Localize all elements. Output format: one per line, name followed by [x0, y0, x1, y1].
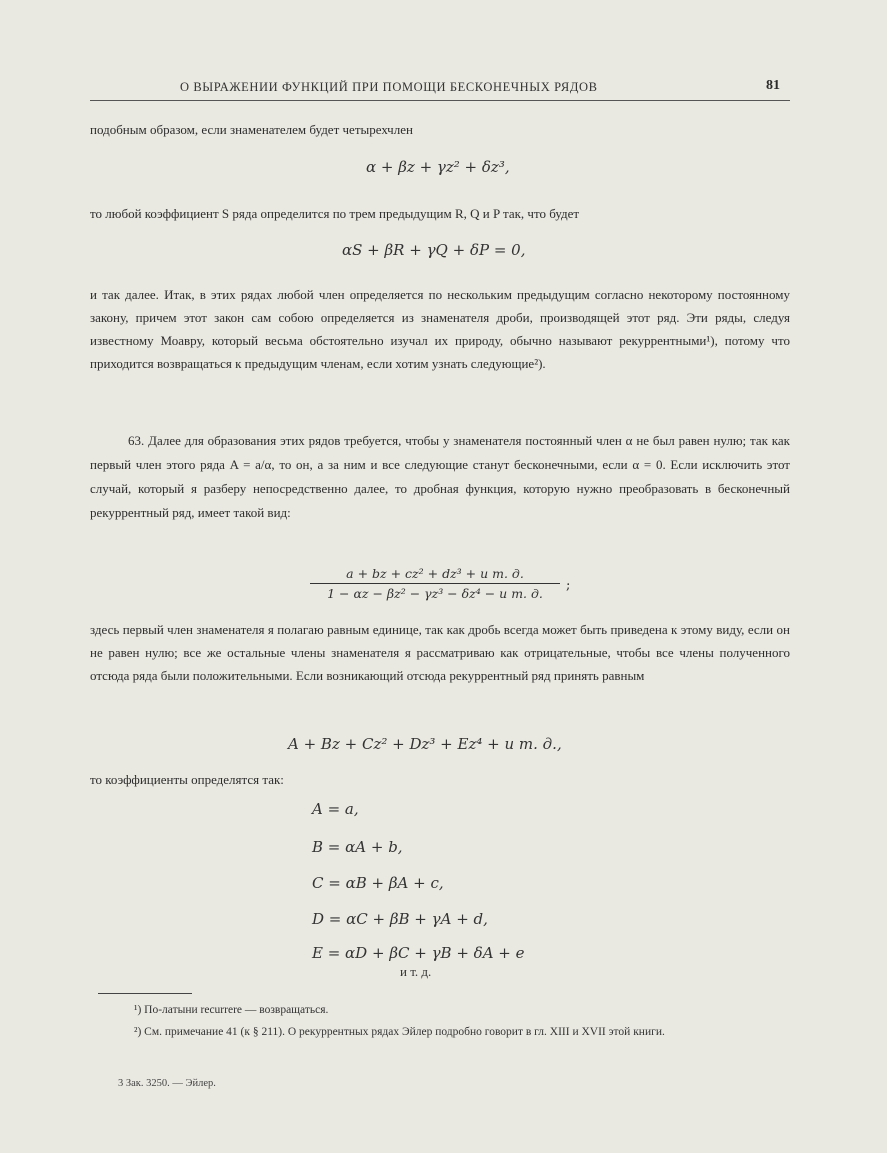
footnote-2: ²) См. примечание 41 (к § 211). О рекуррентных рядах Эйлер подробно говорит в гл. XIII и XVII этой книги. — [134, 1026, 665, 1038]
paragraph-2: то любой коэффициент S ряда определится по трем предыдущим R, Q и P так, что будет — [90, 206, 580, 221]
page-number: 81 — [766, 78, 780, 93]
printer-signature: 3 Зак. 3250. — Эйлер. — [118, 1078, 216, 1089]
fraction-denominator: 1 − αz − βz² − γz³ − δz⁴ − и т. д. — [310, 583, 560, 601]
paragraph-1: подобным образом, если знаменателем будет четырехчлен — [90, 122, 413, 137]
running-head — [90, 78, 790, 101]
fraction-semicolon: ; — [566, 578, 571, 593]
coefficient-d: D = αC + βB + γA + d, — [312, 910, 488, 928]
footnote-1: ¹) По-латыни recurrere — возвращаться. — [134, 1004, 329, 1016]
paragraph-63: 63. Далее для образования этих рядов требуется, чтобы у знаменателя постоянный член α не был равен нулю; так как первый член этого ряда A = a/α, то он, а за ним и все следующие станут бесконечными, если α = 0. Если исключить этот случай, который я разберу непосредственно далее, то дробная функция, которую нужно преобразовать в бесконечный рекуррентный ряд, имеет такой вид: — [90, 433, 790, 520]
paragraph-3: и так далее. Итак, в этих рядах любой член определяется по нескольким предыдущим согласно некоторому постоянному закону, причем этот закон сам собою определяется из знаменателя дроби, производящей этот ряд. Эти ряды, следуя известному Моавру, который весьма обстоятельно изучал их природу, обычно называют рекуррентными¹), потому что приходится возвращаться к предыдущим членам, если хотим узнать следующие²). — [90, 287, 790, 371]
formula-denominator-quad: α + βz + γz² + δz³, — [366, 158, 510, 176]
fraction-formula — [310, 566, 560, 601]
coefficient-a: A = a, — [312, 800, 359, 818]
running-title: О ВЫРАЖЕНИИ ФУНКЦИЙ ПРИ ПОМОЩИ БЕСКОНЕЧНЫХ РЯДОВ — [180, 80, 598, 94]
fraction-numerator: a + bz + cz² + dz³ + и т. д. — [346, 566, 524, 581]
coefficient-b: B = αA + b, — [312, 838, 403, 856]
footnote-rule — [98, 993, 192, 994]
paragraph-5: здесь первый член знаменателя я полагаю равным единице, так как дробь всегда может быть приведена к этому виду, если он не равен нулю; все же остальные члены знаменателя я рассматриваю как отрицательные, чтобы все члены полученного отсюда ряда были положительными. Если возникающий отсюда рекуррентный ряд принять равным — [90, 622, 790, 683]
paragraph-6: то коэффициенты определятся так: — [90, 772, 284, 787]
coefficient-e: E = αD + βC + γB + δA + e — [312, 944, 525, 962]
coefficient-c: C = αB + βA + c, — [312, 874, 444, 892]
formula-recurrence: αS + βR + γQ + δP = 0, — [342, 241, 526, 259]
formula-series: A + Bz + Cz² + Dz³ + Ez⁴ + и т. д., — [288, 735, 562, 753]
etc-label: и т. д. — [400, 964, 432, 979]
